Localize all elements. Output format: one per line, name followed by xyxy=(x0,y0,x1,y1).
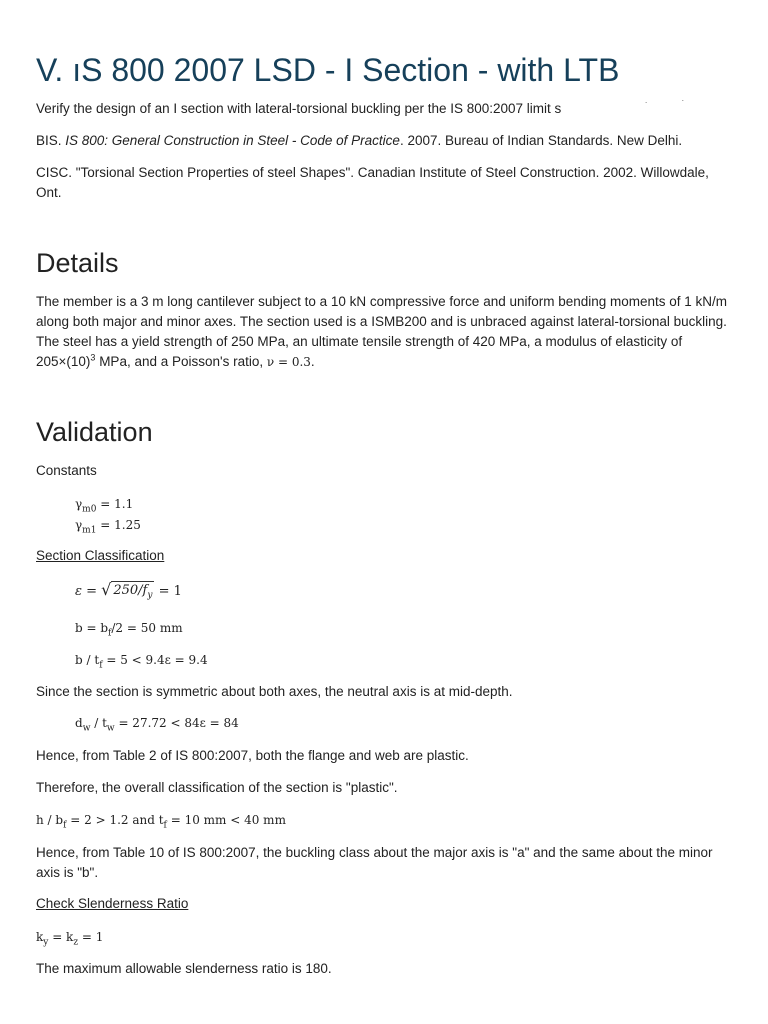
b-tf-eq-b: = 5 < 9.4ε = 9.4 xyxy=(102,653,208,667)
b-equation xyxy=(75,620,183,639)
check-slenderness-heading: Check Slenderness Ratio xyxy=(36,896,189,911)
constants-label: Constants xyxy=(36,463,97,478)
gamma-m1-value: = 1.25 xyxy=(96,518,141,532)
reference-bis-title: IS 800: General Construction in Steel - Code of Practice xyxy=(65,133,400,148)
details-text: The member is a 3 m long cantilever subject to a 10 kN compressive force and uniform bending moments of 1 kN/m along both major and minor axes. The section used is a ISMB200 and is unbraced against lateral-torsional buckling. The steel has a yield strength of 250 MPa, an ultimate tensile strength of 420 MPa, a modulus of elasticity of 205×(10) xyxy=(36,294,728,369)
k-eq-asub: y xyxy=(43,937,49,948)
dw-tw-eq-c: = 27.72 < 84ε = 84 xyxy=(114,716,239,730)
page-title: V. ıS 800 2007 LSD - I Section - with LTB xyxy=(36,52,620,88)
k-eq-bsub: z xyxy=(73,937,79,948)
h-bf-eq-bsub: f xyxy=(163,820,167,831)
k-eq-b: = k xyxy=(48,930,74,944)
h-bf-eq-asub: f xyxy=(63,820,67,831)
epsilon-rhs: = 1 xyxy=(154,584,182,599)
sqrt-symbol: √ $250/f_y$ xyxy=(101,580,153,601)
poisson-ratio: ν = 0.3 xyxy=(266,355,311,369)
b-eq-b: /2 = 50 mm xyxy=(111,621,183,635)
intro-paragraph: Verify the design of an I section with lateral-torsional buckling per the IS 800:2007 limit s xyxy=(36,101,562,116)
b-tf-equation xyxy=(75,652,208,671)
gamma-m1-symbol: γ xyxy=(75,518,83,532)
overall-classification-paragraph: Therefore, the overall classification of the section is "plastic". xyxy=(36,780,398,795)
details-text-end: . xyxy=(310,354,315,369)
epsilon-equation xyxy=(75,581,182,600)
details-paragraph xyxy=(36,292,728,372)
section-classification-heading: Section Classification xyxy=(36,548,165,563)
details-text-tail: MPa, and a Poisson's ratio, xyxy=(95,354,267,369)
b-eq-a: b = b xyxy=(75,621,109,635)
h-bf-eq-c: = 10 mm < 40 mm xyxy=(166,813,286,827)
reference-bis xyxy=(36,131,728,151)
dw-tw-eq-asub: w xyxy=(82,723,91,734)
gamma-m0-equation xyxy=(75,496,134,515)
epsilon-radicand-box xyxy=(111,581,154,599)
dw-tw-eq-b: / t xyxy=(90,716,107,730)
k-equation xyxy=(36,929,104,948)
dw-tw-eq-bsub: w xyxy=(106,723,115,734)
h-bf-equation xyxy=(36,812,286,831)
reference-cisc: CISC. "Torsional Section Properties of steel Shapes". Canadian Institute of Steel Construction. 2002. Willowdale, Ont. xyxy=(36,165,709,200)
b-tf-eq-a: b / t xyxy=(75,653,100,667)
gamma-m0-value: = 1.1 xyxy=(96,497,134,511)
epsilon-radicand-subscript: y xyxy=(147,590,153,601)
gamma-m0-subscript: m0 xyxy=(82,504,97,515)
b-tf-eq-sub: f xyxy=(99,660,103,671)
gamma-m1-equation xyxy=(75,517,141,536)
h-bf-eq-a: h / b xyxy=(36,813,64,827)
epsilon-lhs: ε = xyxy=(75,584,102,599)
h-bf-eq-b: = 2 > 1.2 and t xyxy=(66,813,164,827)
max-slenderness-paragraph: The maximum allowable slenderness ratio is 180. xyxy=(36,961,332,976)
details-exponent: 3 xyxy=(90,352,96,363)
reference-bis-prefix: BIS. xyxy=(36,133,66,148)
buckling-class-paragraph: Hence, from Table 10 of IS 800:2007, the buckling class about the major axis is "a" and the same about the minor axis is "b". xyxy=(36,845,713,880)
gamma-m0-symbol: γ xyxy=(75,497,83,511)
validation-heading: Validation xyxy=(36,417,153,447)
plastic-paragraph: Hence, from Table 2 of IS 800:2007, both the flange and web are plastic. xyxy=(36,748,469,763)
b-eq-sub: f xyxy=(108,628,112,639)
dw-tw-eq-a: d xyxy=(75,716,83,730)
symmetric-paragraph: Since the section is symmetric about both axes, the neutral axis is at mid-depth. xyxy=(36,684,513,699)
dw-tw-equation xyxy=(75,715,239,734)
k-eq-a: k xyxy=(36,930,44,944)
intro-dots: . · xyxy=(645,96,701,105)
epsilon-radicand: 250/f xyxy=(113,583,148,598)
k-eq-c: = 1 xyxy=(78,930,104,944)
details-heading: Details xyxy=(36,248,119,278)
reference-bis-suffix: . 2007. Bureau of Indian Standards. New Delhi. xyxy=(399,133,683,148)
gamma-m1-subscript: m1 xyxy=(82,525,97,536)
